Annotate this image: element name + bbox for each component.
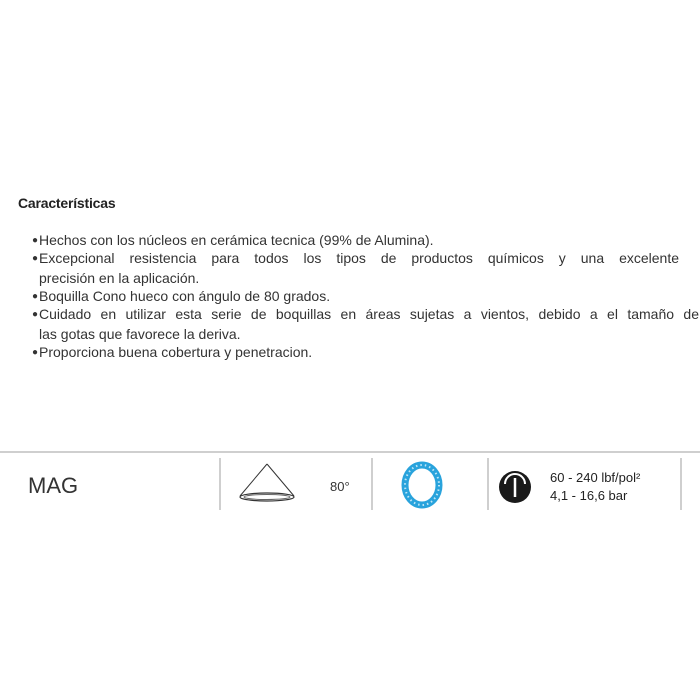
spray-angle: 80° — [330, 479, 350, 494]
separator — [680, 458, 682, 510]
separator — [371, 458, 373, 510]
bullet-text: precisión en la aplicación. — [39, 270, 200, 286]
bullet-text: Excepcional resistencia para todos los tipos de productos químicos y una excelente — [39, 250, 679, 266]
bullet-dot: ● — [32, 253, 39, 264]
bullet-dot: ● — [32, 309, 39, 320]
pressure-metric: 4,1 - 16,6 bar — [550, 488, 628, 503]
bullet-text: Boquilla Cono hueco con ángulo de 80 grados. — [39, 288, 331, 304]
bullet-text: Hechos con los núcleos en cerámica tecnica (99% de Alumina). — [39, 232, 434, 248]
cone-spray-icon — [236, 462, 298, 506]
pressure-imperial: 60 - 240 lbf/pol² — [550, 470, 641, 485]
bullet-text: Cuidado en utilizar esta serie de boquillas en áreas sujetas a vientos, debido a el tamaño de — [39, 306, 699, 322]
pressure-gauge-icon — [498, 470, 532, 504]
bullet-dot: ● — [32, 347, 39, 358]
bullet-dot: ● — [32, 235, 39, 246]
model-name: MAG — [28, 473, 79, 498]
hollow-cone-pattern-icon — [400, 461, 444, 509]
separator — [487, 458, 489, 510]
section-heading: Características — [18, 195, 116, 211]
bullet-text: Proporciona buena cobertura y penetracion. — [39, 344, 313, 360]
bullet-text: las gotas que favorece la deriva. — [39, 326, 241, 342]
separator — [219, 458, 221, 510]
divider — [0, 451, 700, 453]
bullet-dot: ● — [32, 291, 39, 302]
